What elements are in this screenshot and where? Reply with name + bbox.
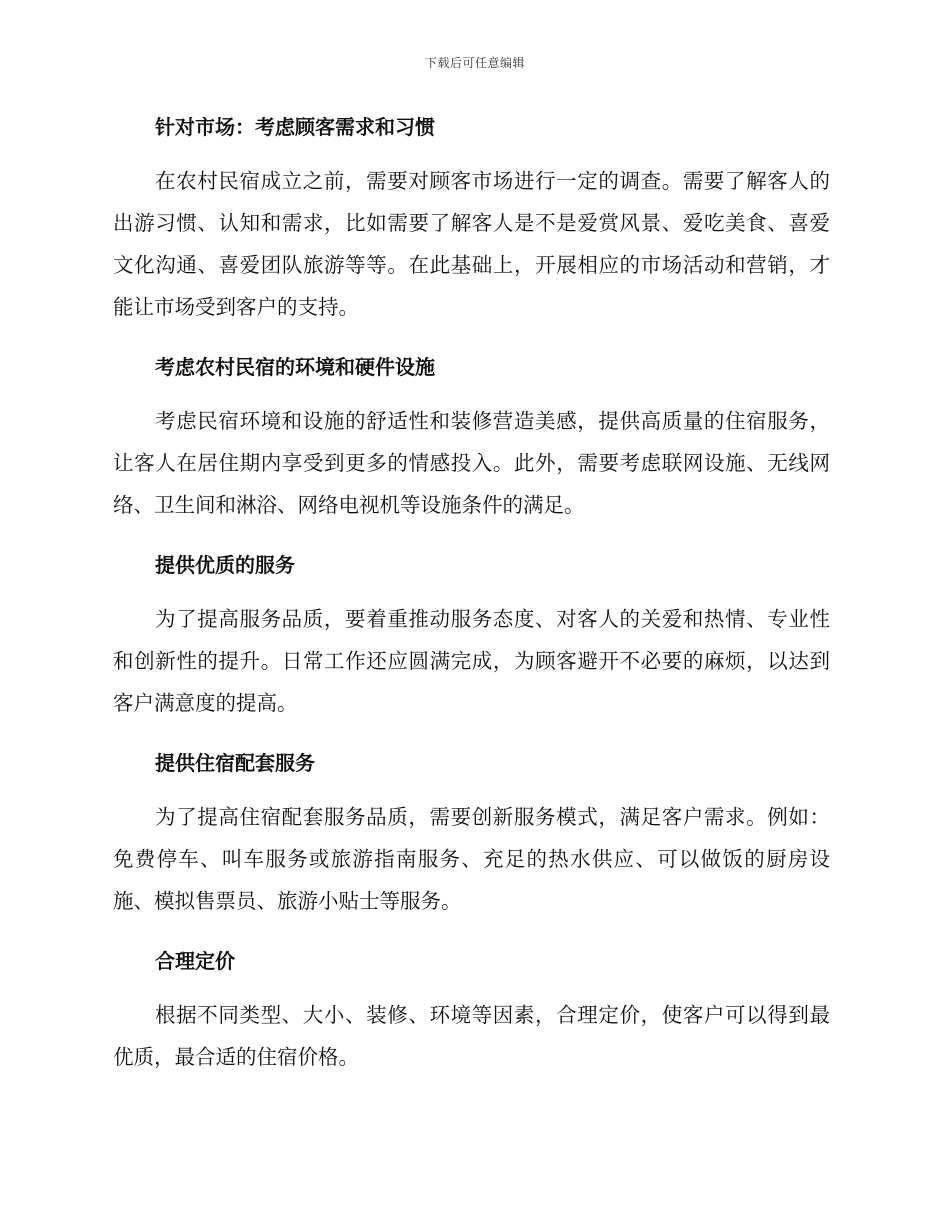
section-paragraph: 根据不同类型、大小、装修、环境等因素，合理定价，使客户可以得到最优质，最合适的住宿价格。 xyxy=(113,1003,830,1069)
section-heading: 考虑农村民宿的环境和硬件设施 xyxy=(155,355,435,379)
section-paragraph: 为了提高服务品质，要着重推动服务态度、对客人的关爱和热情、专业性和创新性的提升。日常工作还应圆满完成，为顾客避开不必要的麻烦，以达到客户满意度的提高。 xyxy=(113,607,830,715)
section-paragraph: 在农村民宿成立之前，需要对顾客市场进行一定的调查。需要了解客人的出游习惯、认知和需求，比如需要了解客人是不是爱赏风景、爱吃美食、喜爱文化沟通、喜爱团队旅游等等。在此基础上，开展相应的市场活动和营销，才能让市场受到客户的支持。 xyxy=(113,169,830,319)
section-pricing xyxy=(113,942,830,1078)
section-environment xyxy=(113,348,830,526)
section-paragraph: 考虑民宿环境和设施的舒适性和装修营造美感，提供高质量的住宿服务，让客人在居住期内享受到更多的情感投入。此外，需要考虑联网设施、无线网络、卫生间和淋浴、网络电视机等设施条件的满足。 xyxy=(113,409,830,517)
section-paragraph: 为了提高住宿配套服务品质，需要创新服务模式，满足客户需求。例如：免费停车、叫车服务或旅游指南服务、充足的热水供应、可以做饭的厨房设施、模拟售票员、旅游小贴士等服务。 xyxy=(113,805,830,913)
document-content xyxy=(113,108,830,1098)
section-heading: 合理定价 xyxy=(155,949,235,973)
section-service xyxy=(113,546,830,724)
header-note: 下载后可任意编辑 xyxy=(424,56,525,70)
section-market xyxy=(113,108,830,328)
section-heading: 提供优质的服务 xyxy=(155,553,295,577)
section-heading: 针对市场：考虑顾客需求和习惯 xyxy=(155,115,435,139)
section-heading: 提供住宿配套服务 xyxy=(155,751,315,775)
section-amenities xyxy=(113,744,830,922)
